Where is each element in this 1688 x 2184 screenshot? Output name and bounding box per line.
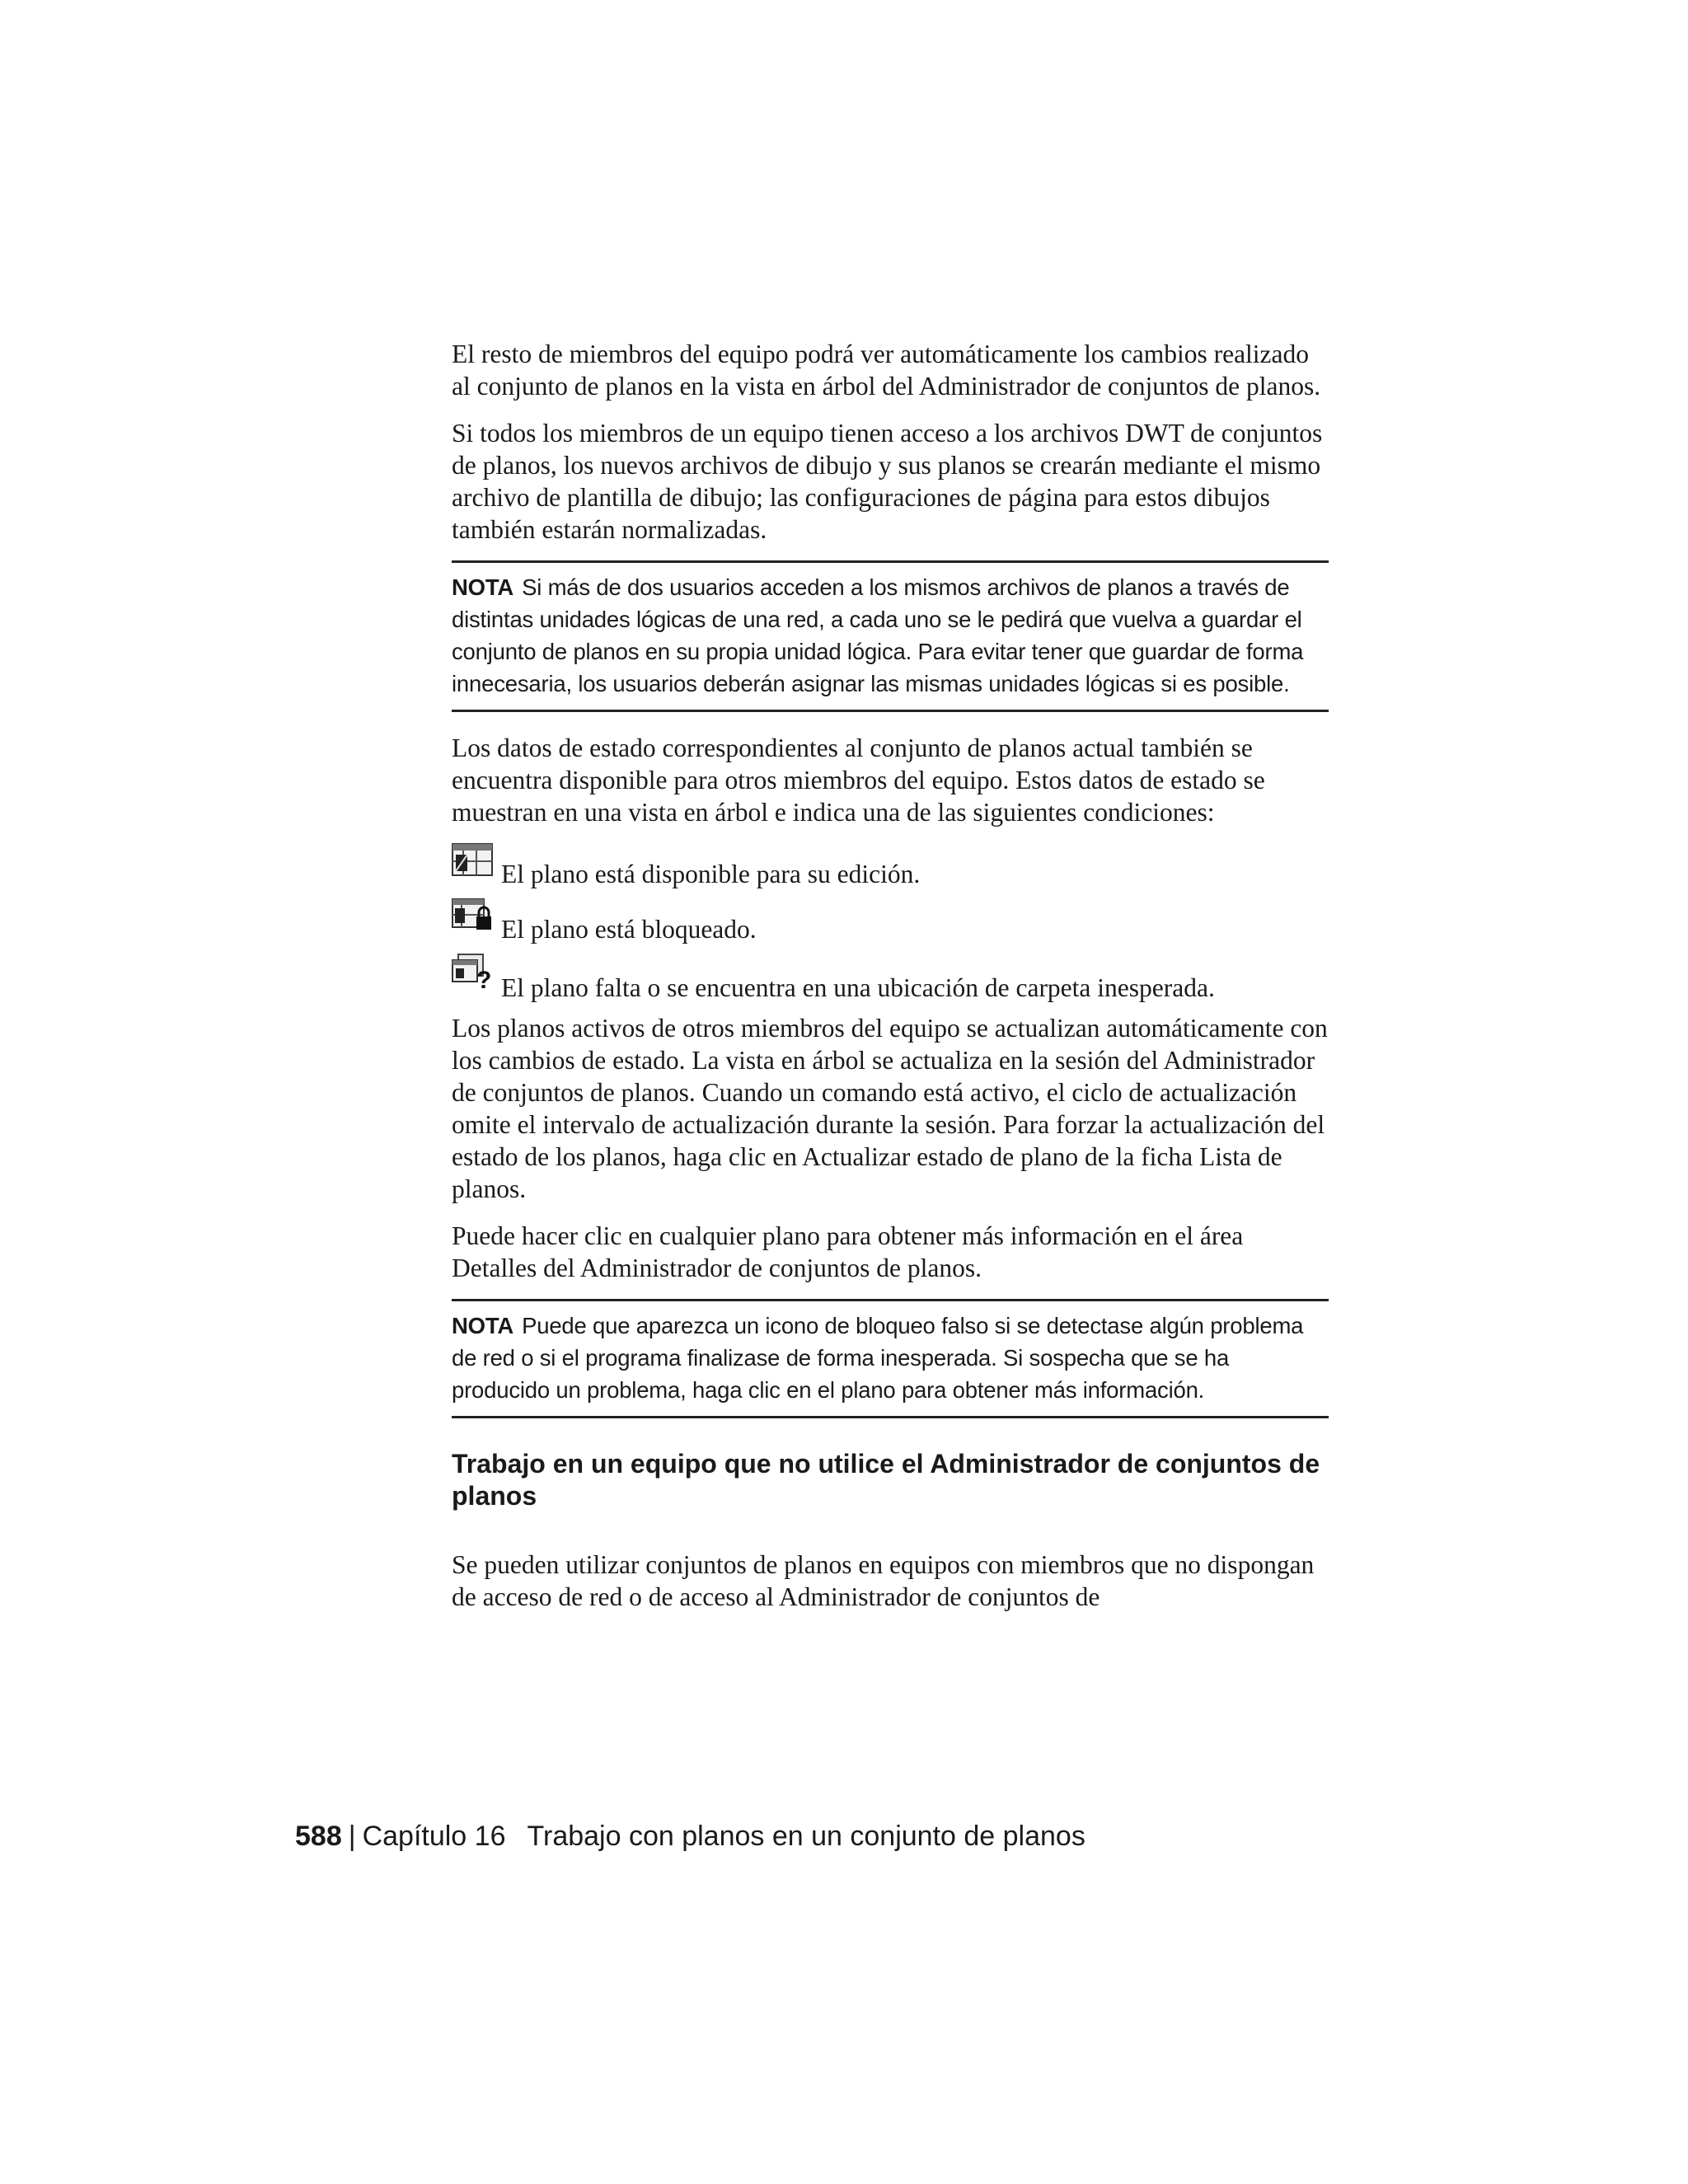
status-text: El plano está bloqueado. (501, 915, 757, 944)
sheet-locked-icon (452, 898, 493, 939)
page-body (452, 338, 1329, 1628)
note-text: Si más de dos usuarios acceden a los mismos archivos de planos a través de distintas unidades lógicas de una red, a cada uno se le pedirá que vuelva a guardar el conjunto de planos en su propia unidad lógica. Para evitar tener que guardar de forma innecesaria, los usuarios deberán asignar las mismas unidades lógicas si es posible. (452, 574, 1304, 696)
paragraph: Puede hacer clic en cualquier plano para obtener más información en el área Detalles del Administrador de conjuntos de planos. (452, 1221, 1244, 1282)
note-label: NOTA (452, 574, 514, 600)
section-heading: Trabajo en un equipo que no utilice el Administrador de conjuntos de planos (452, 1449, 1320, 1511)
status-text: El plano está disponible para su edición. (501, 860, 921, 888)
chapter-label: Capítulo 16 (362, 1821, 506, 1852)
status-item-locked (452, 898, 1329, 944)
note-label: NOTA (452, 1313, 514, 1338)
status-item-available (452, 843, 1329, 888)
page-footer (295, 1818, 1085, 1854)
note-text: Puede que aparezca un icono de bloqueo falso si se detectase algún problema de red o si el programa finalizase de forma inesperada. Si sospecha que se ha producido un problema, haga clic en el plano para obtener más información. (452, 1313, 1304, 1403)
paragraph: Si todos los miembros de un equipo tienen acceso a los archivos DWT de conjuntos de planos, los nuevos archivos de dibujo y sus planos se crearán mediante el mismo archivo de plantilla de dibujo; las configuraciones de página para estos dibujos también estarán normalizadas. (452, 419, 1323, 544)
sheet-missing-icon (452, 954, 493, 997)
paragraph: Se pueden utilizar conjuntos de planos en equipos con miembros que no dispongan de acceso de red o de acceso al Administrador de conjuntos de (452, 1550, 1315, 1611)
paragraph: Los planos activos de otros miembros del equipo se actualizan automáticamente con los cambios de estado. La vista en árbol se actualiza en la sesión del Administrador de conjuntos de planos. Cuando un comando está activo, el ciclo de actualización omite el intervalo de actualización durante la sesión. Para forzar la actualización del estado de los planos, haga clic en Actualizar estado de plano de la ficha Lista de planos. (452, 1014, 1328, 1203)
paragraph: El resto de miembros del equipo podrá ver automáticamente los cambios realizado al conjunto de planos en la vista en árbol del Administrador de conjuntos de planos. (452, 340, 1321, 401)
footer-separator: | (348, 1821, 356, 1852)
paragraph: Los datos de estado correspondientes al conjunto de planos actual también se encuentra disponible para otros miembros del equipo. Estos datos de estado se muestran en una vista en árbol e indica una de las siguientes condiciones: (452, 733, 1265, 827)
svg-text:?: ? (476, 967, 492, 990)
sheet-available-icon (452, 843, 493, 883)
note-box (452, 1299, 1329, 1418)
status-text: El plano falta o se encuentra en una ubicación de carpeta inesperada. (501, 973, 1215, 1002)
status-item-missing (452, 954, 1329, 1002)
note-box (452, 560, 1329, 712)
chapter-title: Trabajo con planos en un conjunto de planos (527, 1821, 1085, 1852)
page-number: 588 (295, 1821, 342, 1852)
